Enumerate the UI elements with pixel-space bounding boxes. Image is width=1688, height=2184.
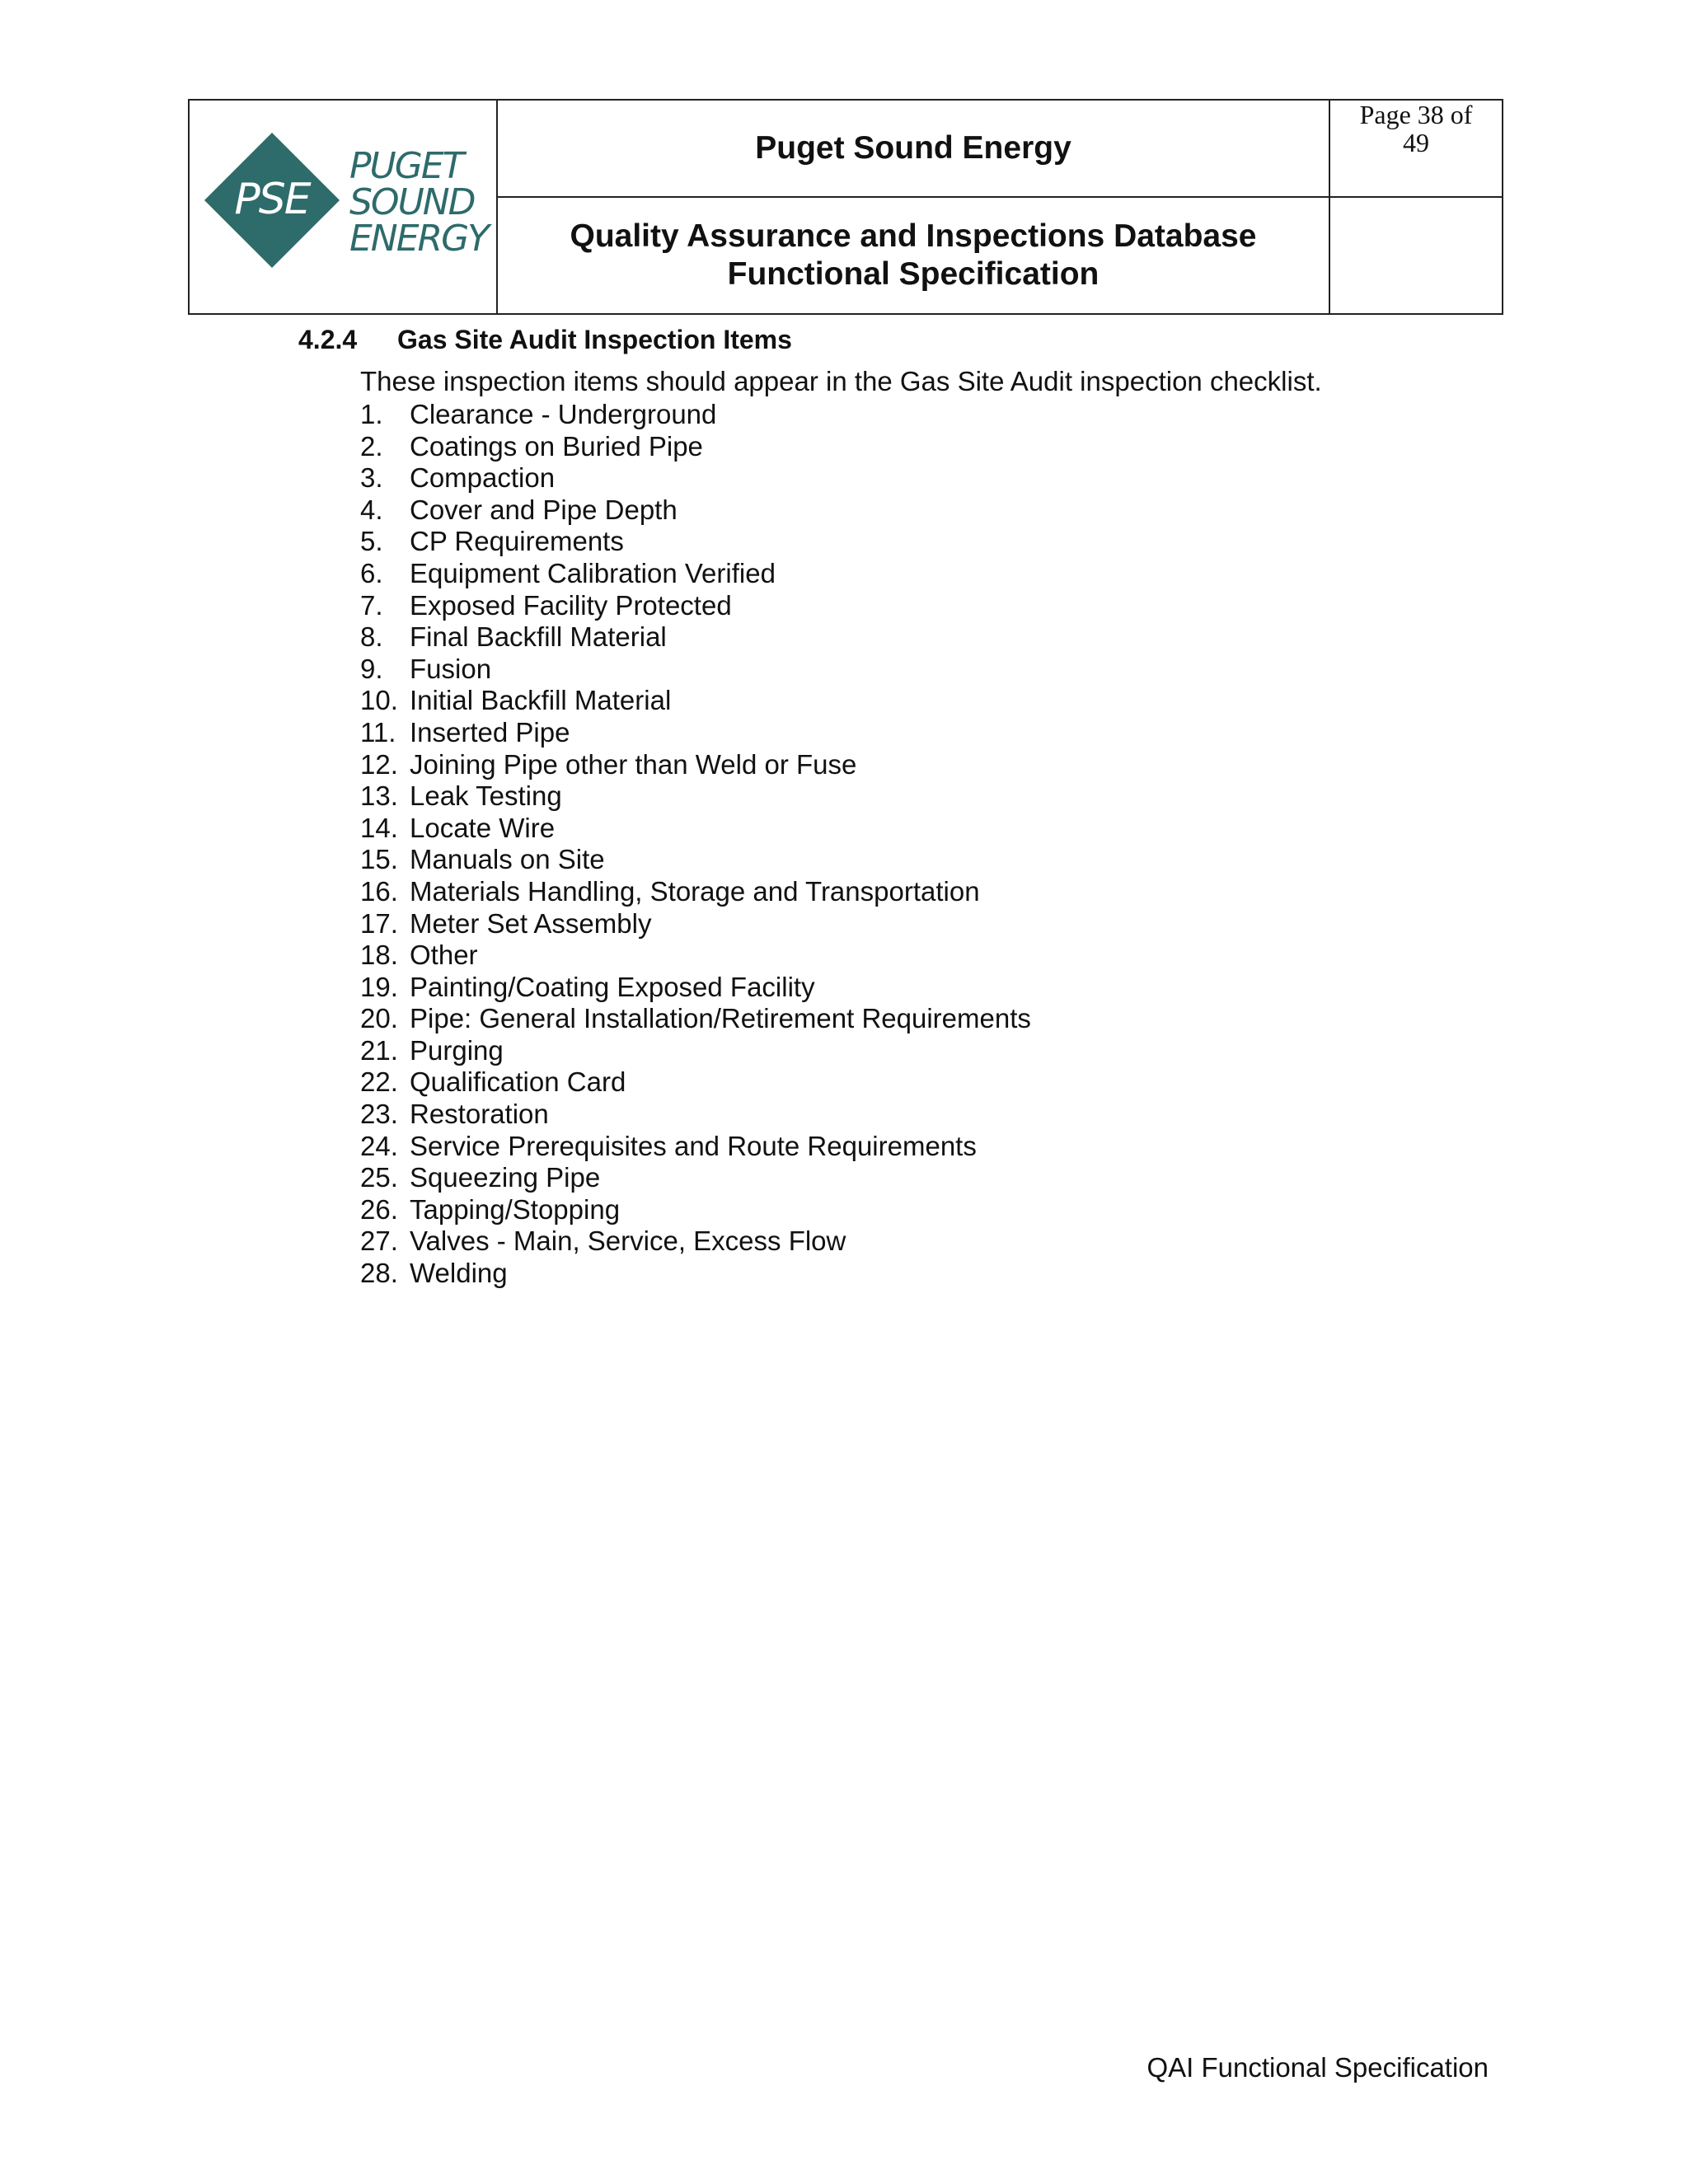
list-item-number: 4. — [360, 494, 383, 525]
list-item-text: Leak Testing — [410, 780, 562, 812]
list-item-number: 6. — [360, 557, 383, 588]
list-item — [360, 813, 1031, 845]
list-item-text: Inserted Pipe — [410, 716, 570, 748]
document-title-cell — [497, 197, 1329, 314]
list-item — [360, 1099, 1031, 1131]
list-item-text: Service Prerequisites and Route Requirements — [410, 1130, 977, 1161]
list-item-number: 1. — [360, 399, 383, 429]
list-item-number: 21. — [360, 1034, 398, 1066]
list-item-number: 23. — [360, 1099, 398, 1130]
list-item-number: 5. — [360, 526, 383, 557]
inspection-items-list — [360, 399, 1031, 1290]
list-item — [360, 1035, 1031, 1067]
list-item-text: Valves - Main, Service, Excess Flow — [410, 1226, 846, 1257]
list-item-number: 20. — [360, 1003, 398, 1034]
list-item-number: 28. — [360, 1258, 398, 1289]
page-number-line: 49 — [1403, 128, 1429, 157]
list-item — [360, 558, 1031, 590]
document-title — [498, 218, 1329, 293]
list-item-number: 17. — [360, 907, 398, 939]
list-item-text: Pipe: General Installation/Retirement Requirements — [410, 1003, 1031, 1034]
list-item-text: CP Requirements — [410, 526, 624, 557]
list-item-text: Initial Backfill Material — [410, 685, 672, 716]
list-item — [360, 876, 1031, 908]
list-item — [360, 399, 1031, 431]
list-item — [360, 431, 1031, 463]
list-item-number: 25. — [360, 1162, 398, 1193]
list-item — [360, 717, 1031, 749]
list-item-text: Tapping/Stopping — [410, 1193, 621, 1225]
logo-wordmark — [349, 145, 489, 260]
list-item — [360, 1194, 1031, 1226]
list-item-text: Cover and Pipe Depth — [410, 494, 678, 525]
list-item-number: 24. — [360, 1130, 398, 1161]
list-item — [360, 1162, 1031, 1194]
list-item-text: Painting/Coating Exposed Facility — [410, 971, 815, 1002]
list-item — [360, 1003, 1031, 1035]
list-item-number: 9. — [360, 653, 383, 684]
page-footer: QAI Functional Specification — [1146, 2052, 1489, 2083]
empty-cell — [1329, 197, 1503, 314]
list-item-number: 18. — [360, 940, 398, 971]
list-item — [360, 685, 1031, 717]
list-item-text: Squeezing Pipe — [410, 1162, 601, 1193]
list-item-text: Final Backfill Material — [410, 621, 667, 653]
list-item — [360, 494, 1031, 527]
logo-mark: PSE — [234, 175, 310, 224]
pse-logo — [203, 135, 489, 280]
list-item — [360, 940, 1031, 972]
list-item — [360, 621, 1031, 654]
list-item-text: Meter Set Assembly — [410, 907, 652, 939]
list-item-number: 22. — [360, 1066, 398, 1098]
list-item-text: Qualification Card — [410, 1066, 626, 1098]
list-item — [360, 1066, 1031, 1099]
list-item-text: Materials Handling, Storage and Transportation — [410, 875, 980, 907]
list-item — [360, 749, 1031, 781]
logo-word: ENERGY — [349, 218, 489, 260]
list-item-number: 2. — [360, 430, 383, 462]
list-item — [360, 462, 1031, 494]
list-item — [360, 1226, 1031, 1258]
list-item-number: 10. — [360, 685, 398, 716]
list-item-text: Locate Wire — [410, 812, 556, 843]
list-item — [360, 1258, 1031, 1290]
list-item-text: Exposed Facility Protected — [410, 589, 732, 621]
list-item-text: Manuals on Site — [410, 844, 605, 875]
list-item-number: 16. — [360, 875, 398, 907]
list-item — [360, 1131, 1031, 1163]
list-item — [360, 972, 1031, 1004]
document-header — [188, 99, 1503, 315]
list-item-number: 8. — [360, 621, 383, 653]
logo-cell — [189, 100, 497, 314]
document-title-line: Functional Specification — [727, 255, 1100, 292]
list-item-text: Compaction — [410, 462, 556, 494]
list-item-number: 27. — [360, 1226, 398, 1257]
page-number-cell — [1329, 100, 1503, 197]
list-item-number: 12. — [360, 748, 398, 780]
list-item — [360, 844, 1031, 876]
list-item — [360, 908, 1031, 940]
list-item-text: Purging — [410, 1034, 504, 1066]
page-number-line: Page 38 of — [1359, 100, 1473, 129]
list-item-text: Joining Pipe other than Weld or Fuse — [410, 748, 857, 780]
list-item-text: Coatings on Buried Pipe — [410, 430, 703, 462]
section-number: 4.2.4 — [298, 325, 358, 354]
list-item-number: 26. — [360, 1193, 398, 1225]
list-item-number: 11. — [360, 716, 396, 748]
section-intro: These inspection items should appear in the Gas Site Audit inspection checklist. — [360, 366, 1322, 396]
logo-word: SOUND — [349, 181, 475, 223]
list-item — [360, 654, 1031, 686]
list-item-text: Restoration — [410, 1099, 549, 1130]
list-item-number: 7. — [360, 589, 383, 621]
list-item-text: Clearance - Underground — [410, 399, 717, 429]
list-item — [360, 780, 1031, 813]
list-item-number: 15. — [360, 844, 398, 875]
logo-word: PUGET — [349, 145, 463, 187]
list-item-text: Fusion — [410, 653, 492, 684]
document-title-line: Quality Assurance and Inspections Database — [570, 218, 1257, 254]
list-item-number: 3. — [360, 462, 383, 494]
section-title: Gas Site Audit Inspection Items — [397, 325, 792, 354]
section-heading — [298, 325, 792, 355]
list-item-number: 14. — [360, 812, 398, 843]
list-item-number: 13. — [360, 780, 398, 812]
list-item — [360, 526, 1031, 558]
company-name-cell — [497, 100, 1329, 197]
company-name: Puget Sound Energy — [755, 129, 1071, 166]
list-item — [360, 590, 1031, 622]
list-item-text: Welding — [410, 1258, 508, 1289]
list-item-text: Other — [410, 940, 478, 971]
list-item-number: 19. — [360, 971, 398, 1002]
list-item-text: Equipment Calibration Verified — [410, 557, 776, 588]
